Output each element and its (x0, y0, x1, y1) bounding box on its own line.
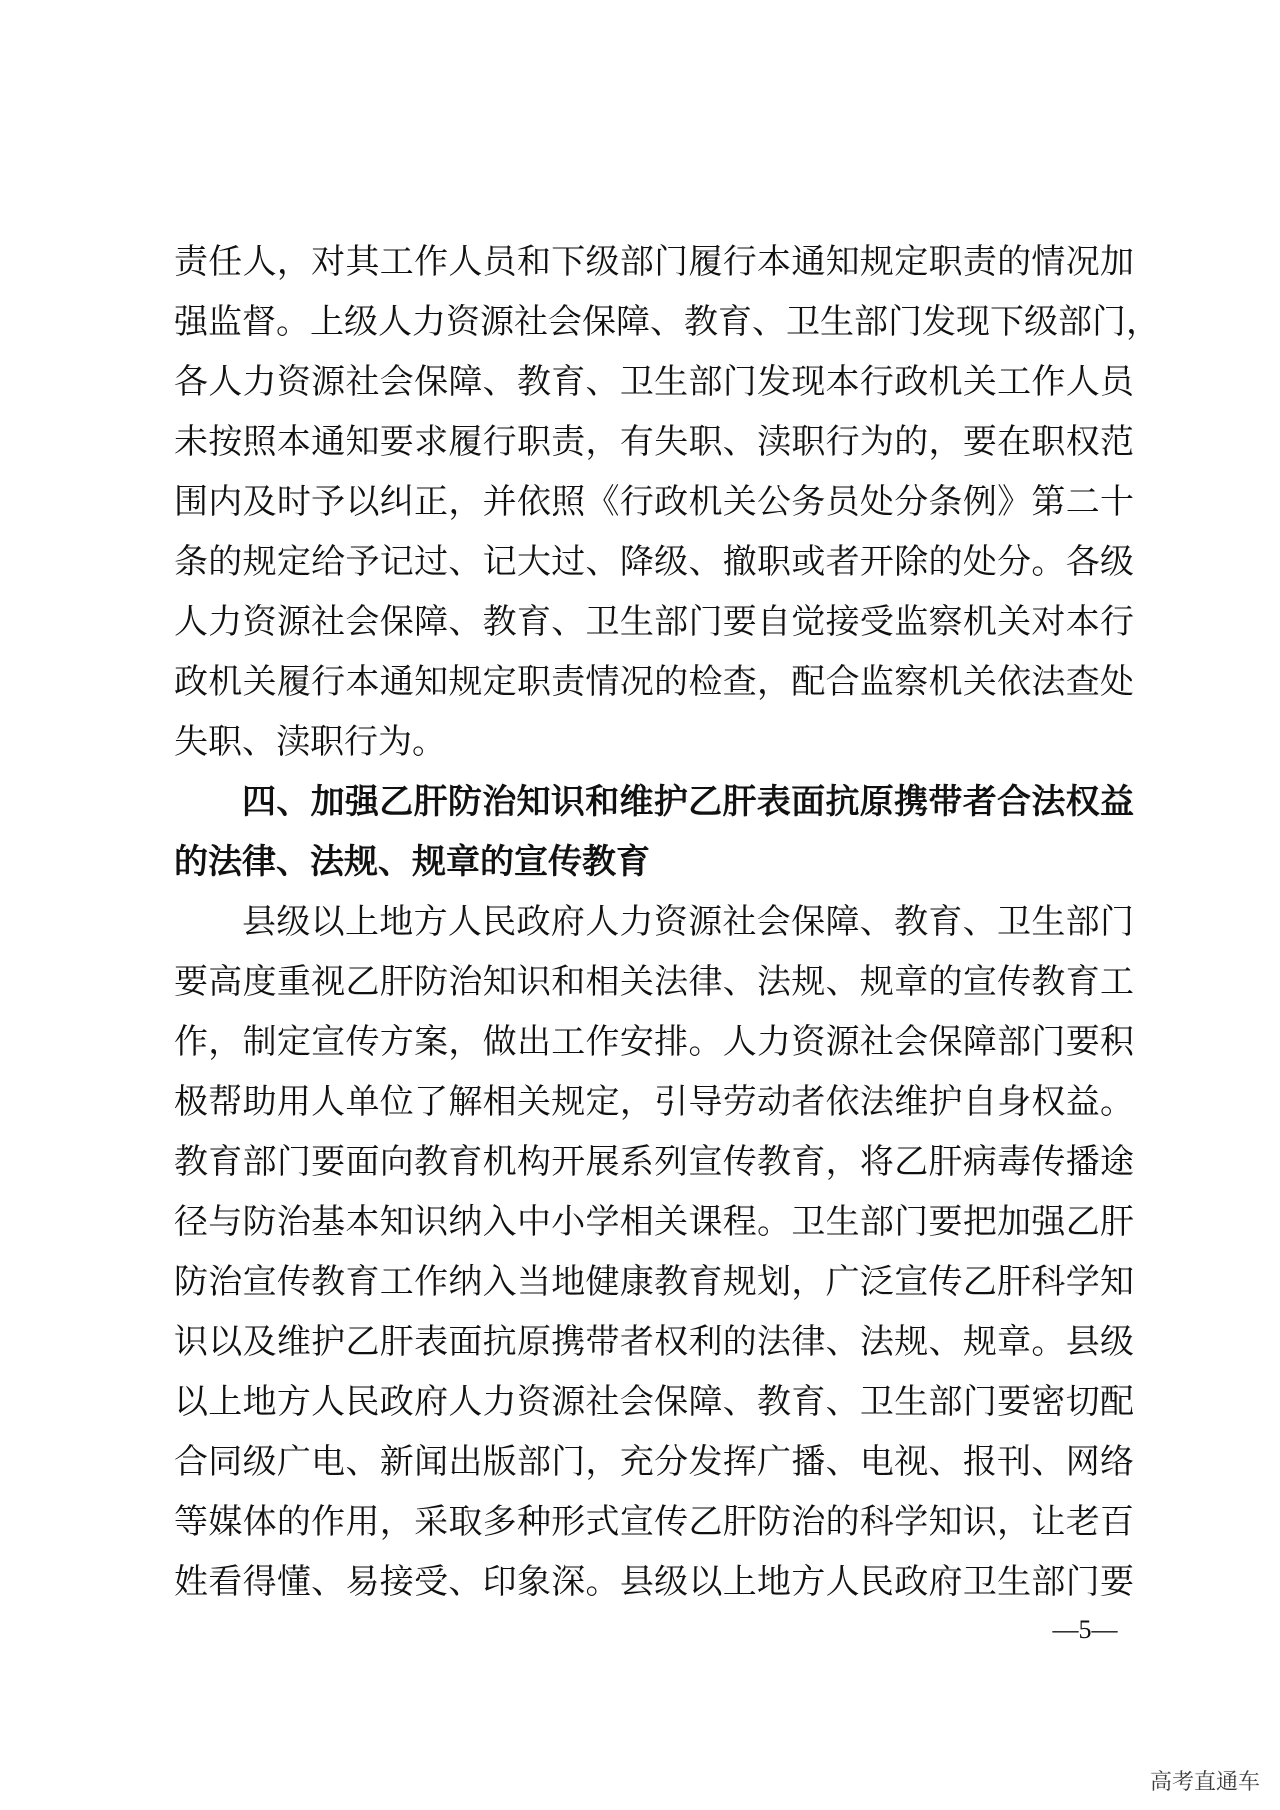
paragraph-line: 强监督。上级人力资源社会保障、教育、卫生部门发现下级部门， (174, 302, 1160, 342)
paragraph-line: 教育部门要面向教育机构开展系列宣传教育，将乙肝病毒传播途 (174, 1142, 1134, 1182)
paragraph-line: 姓看得懂、易接受、印象深。县级以上地方人民政府卫生部门要 (174, 1562, 1134, 1602)
section-heading: 四、加强乙肝防治知识和维护乙肝表面抗原携带者合法权益 (242, 782, 1134, 822)
document-body (174, 232, 1160, 1612)
paragraph-line: 作，制定宣传方案，做出工作安排。人力资源社会保障部门要积 (174, 1022, 1134, 1062)
paragraph-line: 等媒体的作用，采取多种形式宣传乙肝防治的科学知识，让老百 (174, 1502, 1134, 1542)
paragraph-line: 未按照本通知要求履行职责，有失职、渎职行为的，要在职权范 (174, 422, 1134, 462)
paragraph-line: 防治宣传教育工作纳入当地健康教育规划，广泛宣传乙肝科学知 (174, 1262, 1134, 1302)
paragraph-line: 条的规定给予记过、记大过、降级、撤职或者开除的处分。各级 (174, 542, 1134, 582)
paragraph-line: 人力资源社会保障、教育、卫生部门要自觉接受监察机关对本行 (174, 602, 1134, 642)
paragraph-line: 径与防治基本知识纳入中小学相关课程。卫生部门要把加强乙肝 (174, 1202, 1134, 1242)
section-heading: 的法律、法规、规章的宣传教育 (174, 842, 650, 882)
paragraph-line: 围内及时予以纠正，并依照《行政机关公务员处分条例》第二十 (174, 482, 1134, 522)
paragraph-line: 极帮助用人单位了解相关规定，引导劳动者依法维护自身权益。 (174, 1082, 1134, 1122)
paragraph-line: 各人力资源社会保障、教育、卫生部门发现本行政机关工作人员 (174, 362, 1134, 402)
paragraph-line: 政机关履行本通知规定职责情况的检查，配合监察机关依法查处 (174, 662, 1134, 702)
paragraph-line: 县级以上地方人民政府人力资源社会保障、教育、卫生部门 (242, 902, 1134, 942)
page-number: —5— (1052, 1615, 1118, 1644)
paragraph-line: 识以及维护乙肝表面抗原携带者权利的法律、法规、规章。县级 (174, 1322, 1134, 1362)
paragraph-line: 以上地方人民政府人力资源社会保障、教育、卫生部门要密切配 (174, 1382, 1134, 1422)
watermark-text: 高考直通车 (1149, 1770, 1260, 1795)
paragraph-line: 失职、渎职行为。 (174, 722, 446, 762)
paragraph-line: 责任人，对其工作人员和下级部门履行本通知规定职责的情况加 (174, 242, 1134, 282)
paragraph-line: 合同级广电、新闻出版部门，充分发挥广播、电视、报刊、网络 (174, 1442, 1134, 1482)
paragraph-line: 要高度重视乙肝防治知识和相关法律、法规、规章的宣传教育工 (174, 962, 1134, 1002)
